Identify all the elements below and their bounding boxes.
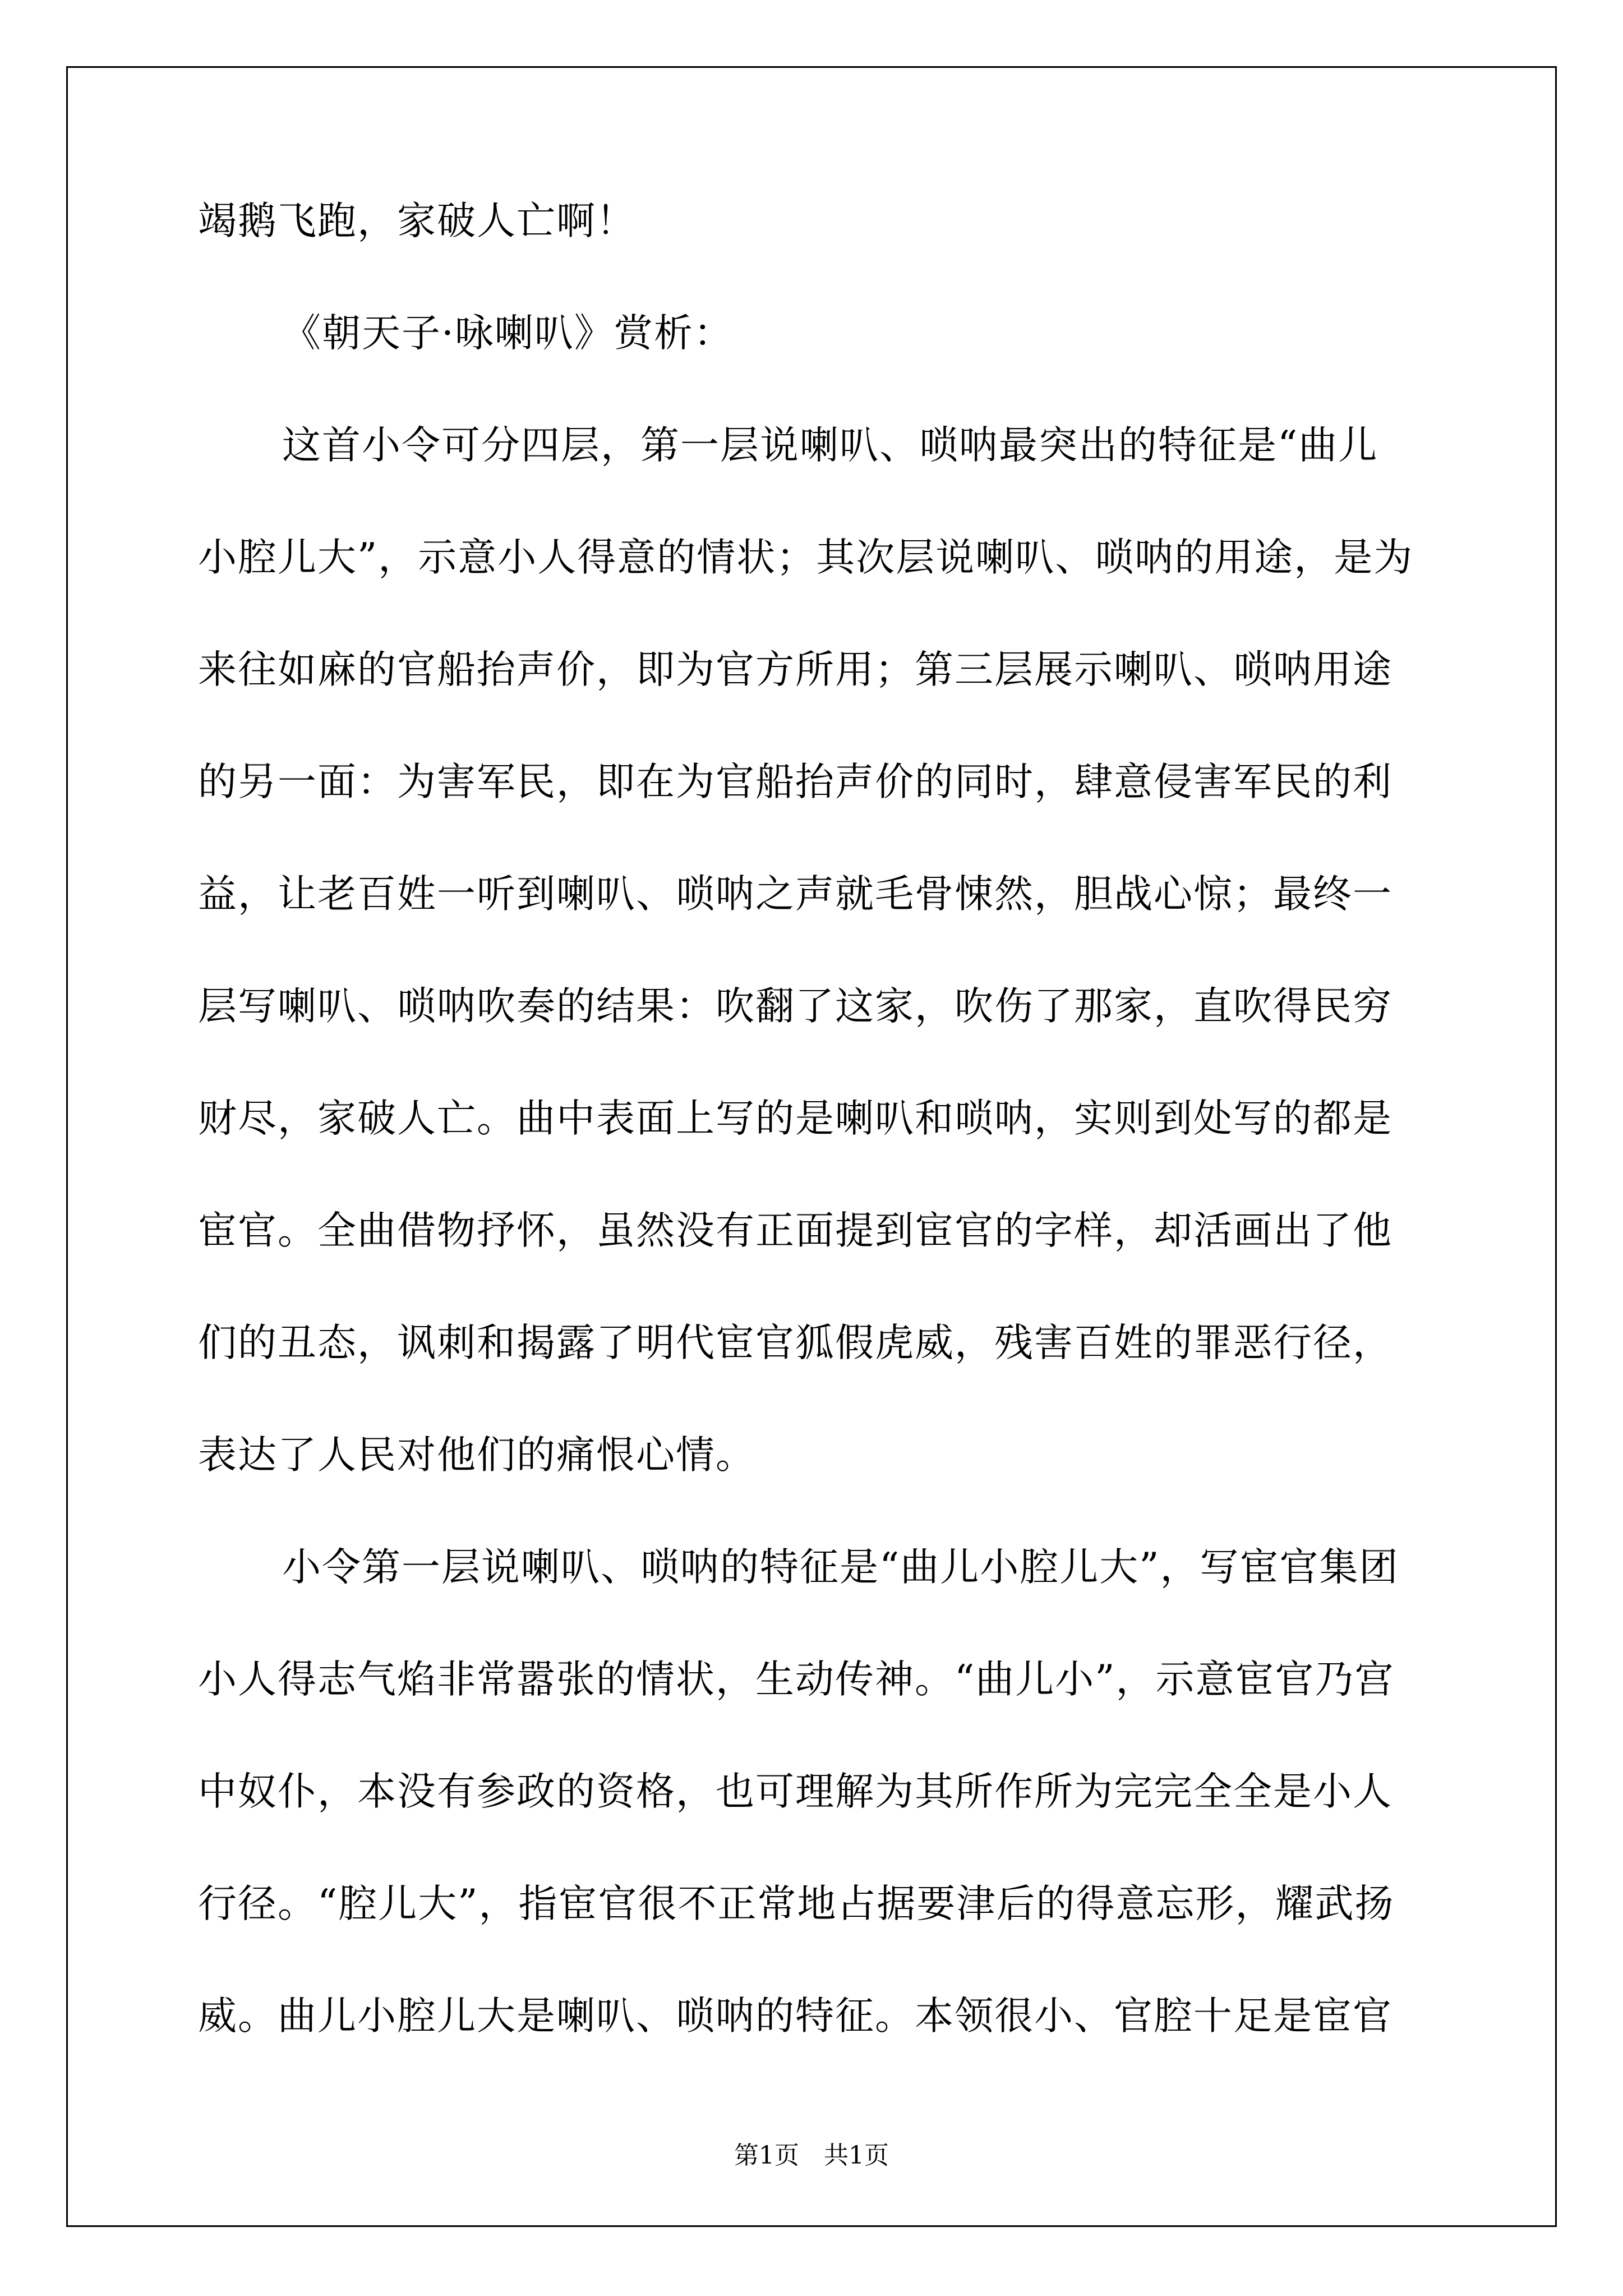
text-line: 来往如麻的官船抬声价，即为官方所用；第三层展示喇叭、唢呐用途 [198,647,1393,692]
text-line: 表达了人民对他们的痛恨心情。 [198,1433,755,1478]
text-line: 宦官。全曲借物抒怀，虽然没有正面提到宦官的字样，却活画出了他 [198,1208,1393,1253]
text-line: 中奴仆，本没有参政的资格，也可理解为其所作所为完完全全是小人 [198,1769,1393,1814]
text-line: 竭鹅飞跑，家破人亡啊！ [198,199,636,243]
text-line: 威。曲儿小腔儿大是喇叭、唢呐的特征。本领很小、官腔十足是宦官 [198,1994,1393,2039]
text-line: 的另一面：为害军民，即在为官船抬声价的同时，肆意侵害军民的利 [198,760,1393,804]
text-line: 《朝天子·咏喇叭》赏析： [282,311,734,356]
text-line: 这首小令可分四层，第一层说喇叭、唢呐最突出的特征是“曲儿 [282,423,1378,468]
text-line: 小腔儿大”，示意小人得意的情状；其次层说喇叭、唢呐的用途，是为 [198,535,1414,580]
text-line: 小令第一层说喇叭、唢呐的特征是“曲儿小腔儿大”，写宦官集团 [282,1545,1399,1590]
text-line: 小人得志气焰非常嚣张的情状，生动传神。“曲儿小”，示意宦官乃宫 [198,1657,1395,1702]
page-footer: 第1页 共1页 [734,2141,889,2170]
text-line: 行径。“腔儿大”，指宦官很不正常地占据要津后的得意忘形，耀武扬 [198,1881,1395,1926]
text-line: 层写喇叭、唢呐吹奏的结果：吹翻了这家，吹伤了那家，直吹得民穷 [198,984,1393,1029]
text-line: 财尽，家破人亡。曲中表面上写的是喇叭和唢呐，实则到处写的都是 [198,1096,1393,1141]
text-line: 们的丑态，讽刺和揭露了明代宦官狐假虎威，残害百姓的罪恶行径， [198,1320,1393,1365]
text-line: 益，让老百姓一听到喇叭、唢呐之声就毛骨悚然，胆战心惊；最终一 [198,872,1393,917]
